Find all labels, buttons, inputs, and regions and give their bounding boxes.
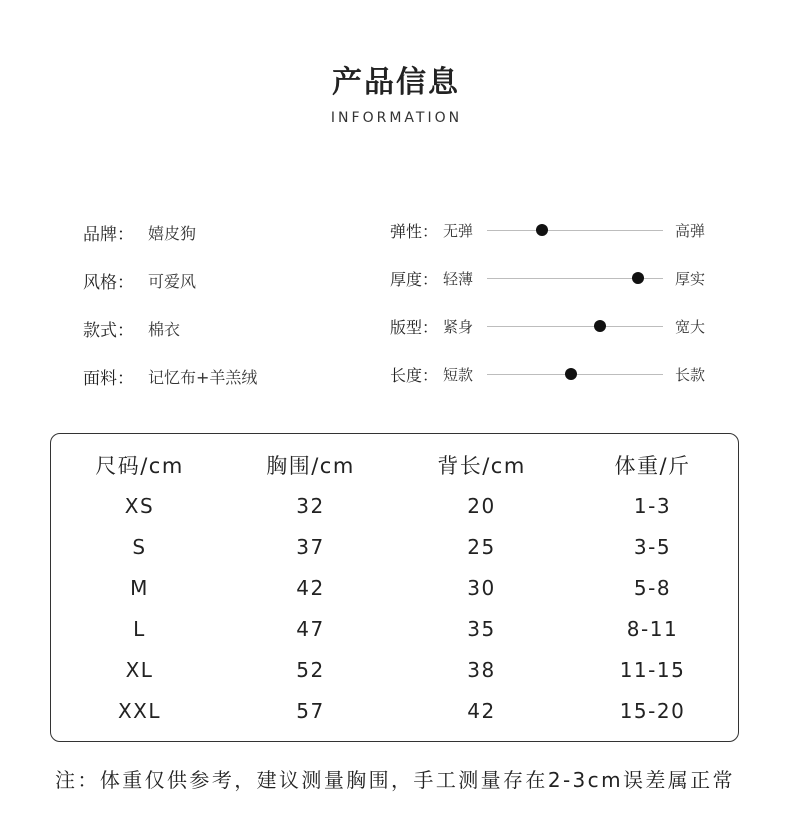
scale-row-fit (390, 302, 720, 350)
table-cell: XS (124, 493, 155, 518)
attribute-row-material (83, 352, 373, 400)
scale-row-thickness (390, 254, 720, 302)
table-row (54, 649, 738, 690)
scale-max-label: 厚实 (675, 269, 706, 288)
table-cell: 8-11 (626, 616, 679, 641)
table-cell: 47 (296, 616, 325, 641)
page-subtitle: INFORMATION (330, 110, 463, 126)
scale-track (487, 374, 663, 375)
scale-min-label: 紧身 (443, 317, 474, 336)
scale-label: 版型： (390, 317, 439, 337)
table-cell: 1-3 (633, 493, 672, 518)
table-row (54, 567, 738, 608)
scale-row-length (390, 350, 720, 398)
table-row (54, 608, 738, 649)
table-cell: 20 (467, 493, 496, 518)
scale-marker (632, 272, 644, 284)
table-cell: XXL (117, 698, 162, 723)
scale-min-label: 轻薄 (443, 269, 474, 288)
scale-max-label: 宽大 (675, 317, 706, 336)
table-cell: XL (125, 657, 154, 682)
scale-min-label: 短款 (443, 365, 474, 384)
attribute-value: 嬉皮狗 (148, 223, 197, 243)
scale-max-label: 长款 (675, 365, 706, 384)
scale-track (487, 326, 663, 327)
scale-label: 长度： (390, 365, 439, 385)
attribute-value: 棉衣 (148, 319, 181, 339)
table-cell: 11-15 (619, 657, 686, 682)
table-cell: 15-20 (619, 698, 686, 723)
table-row (54, 690, 738, 731)
table-cell: 38 (467, 657, 496, 682)
scale-row-elasticity (390, 206, 720, 254)
attribute-value: 可爱风 (148, 271, 197, 291)
attribute-row-style (83, 256, 373, 304)
size-table-header (54, 444, 738, 485)
header-cell-weight: 体重/斤 (614, 453, 691, 478)
scale-max-label: 高弹 (675, 221, 706, 240)
table-cell: S (132, 534, 147, 559)
attribute-row-brand (83, 208, 373, 256)
attribute-label: 面料： (83, 368, 134, 389)
table-cell: 35 (467, 616, 496, 641)
table-row (54, 526, 738, 567)
scale-marker (536, 224, 548, 236)
table-cell: 42 (296, 575, 325, 600)
scale-label: 弹性： (390, 221, 439, 241)
scale-min-label: 无弹 (443, 221, 474, 240)
scale-marker (594, 320, 606, 332)
table-cell: 30 (467, 575, 496, 600)
size-table (50, 433, 739, 742)
table-cell: 52 (296, 657, 325, 682)
attribute-value: 记忆布+羊羔绒 (148, 367, 258, 387)
scale-list (390, 206, 720, 398)
attribute-label: 品牌： (83, 224, 134, 245)
table-cell: 42 (467, 698, 496, 723)
attribute-label: 风格： (83, 272, 134, 293)
header-cell-back-length: 背长/cm (437, 453, 526, 478)
table-cell: M (130, 575, 149, 600)
attribute-row-type (83, 304, 373, 352)
table-cell: 32 (296, 493, 325, 518)
header-cell-size: 尺码/cm (95, 453, 184, 478)
attribute-label: 款式： (83, 320, 134, 341)
table-cell: 25 (467, 534, 496, 559)
scale-track (487, 230, 663, 231)
scale-track (487, 278, 663, 279)
page-title: 产品信息 (332, 65, 460, 100)
measurement-footnote: 注：体重仅供参考，建议测量胸围，手工测量存在2-3cm误差属正常 (55, 768, 735, 792)
table-cell: 5-8 (633, 575, 672, 600)
table-row (54, 485, 738, 526)
table-cell: L (133, 616, 146, 641)
attribute-list (83, 208, 373, 400)
scale-label: 厚度： (390, 269, 439, 289)
table-cell: 57 (296, 698, 325, 723)
table-cell: 3-5 (633, 534, 672, 559)
header-cell-chest: 胸围/cm (266, 453, 355, 478)
table-cell: 37 (296, 534, 325, 559)
scale-marker (565, 368, 577, 380)
